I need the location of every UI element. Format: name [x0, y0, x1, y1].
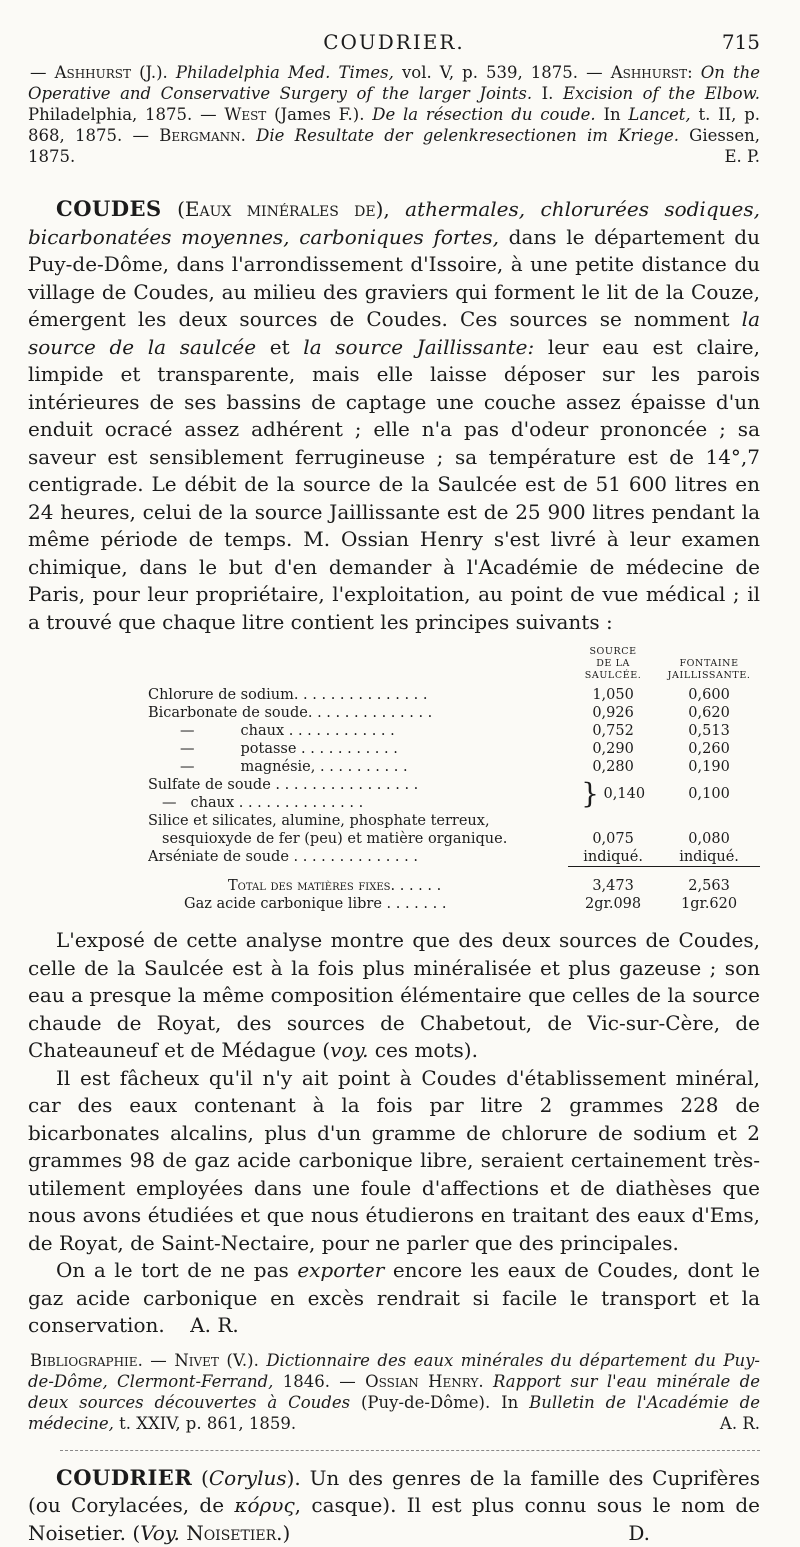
analysis-table — [148, 646, 760, 913]
table-row: Arséniate de soude . . . . . . . . . . . . . . indiqué. indiqué. — [148, 848, 760, 867]
column-header-saulcee: SOURCE DE LA SAULCÉE. — [568, 646, 658, 682]
author-name: Ossian Henry — [365, 1372, 478, 1391]
entry-coudrier — [28, 1464, 760, 1547]
table-row: Silice et silicates, alumine, phosphate terreux, — [148, 812, 760, 830]
author-name: Nivet — [174, 1351, 219, 1370]
author-name: Ashhurst — [55, 63, 131, 82]
table-row: — chaux . . . . . . . . . . . . 0,752 0,513 — [148, 722, 760, 740]
table-row: Bicarbonate de soude. . . . . . . . . . . . . . 0,926 0,620 — [148, 704, 760, 722]
author-signature: E. P. — [722, 146, 760, 167]
table-total-row: Total des matières fixes. . . . . . 3,473 2,563 — [148, 867, 760, 896]
table-header-row — [148, 646, 760, 682]
bottom-divider — [60, 1450, 760, 1451]
table-row: sesquioxyde de fer (peu) et matière organique. 0,075 0,080 — [148, 830, 760, 848]
author-name: Bergmann — [159, 126, 240, 145]
entry-paragraph: COUDES (Eaux minérales de), athermales, chlorurées sodiques, bicarbonatées moyennes, carboniques fortes, dans le département du Puy-de-Dôme, dans l'arrondissement d'Issoire, à une petite distance du village de Coudes, au milieu des graviers qui forment le lit de la Couze, émergent les deux sources de Coudes. Ces sources se nomment la source de la saulcée et la source Jaillissante: leur eau est claire, limpide et transparente, mais elle laisse déposer sur les parois intérieures de ses bassins de captage une couche assez épaisse d'un enduit ocracé assez adhérent ; elle n'a pas d'odeur prononcée ; sa saveur est sensiblement ferrugineuse ; sa température est de 14°,7 centigrade. Le débit de la source de la Saulcée est de 51 600 litres en 24 heures, celui de la source Jaillissante est de 25 900 litres pendant la même période de temps. M. Ossian Henry s'est livré à leur examen chimique, dans le but d'en demander à l'Académie de médecine de Paris, pour leur propriétaire, l'exploitation, au point de vue médical ; il a trouvé que chaque litre contient les principes suivants : — [28, 195, 760, 636]
entry-paragraph: On a le tort de ne pas exporter encore les eaux de Coudes, dont le gaz acide carbonique en excès rendrait si facile le transport et la conservation. A. R. — [28, 1257, 760, 1340]
table-row: — magnésie, . . . . . . . . . . 0,280 0,190 — [148, 758, 760, 776]
top-bibliography: — Ashhurst (J.). Philadelphia Med. Times, vol. V, p. 539, 1875. — Ashhurst: On the Operative and Conservative Surgery of the larger Joints. I. Excision of the Elbow. Philadelphia, 1875. — West (James F.). De la résection du coude. In Lancet, t. II, p. 868, 1875. — Bergmann. Die Resultate der gelenkresectionen im Kriege. Giessen, 1875. E. P. — [28, 62, 760, 167]
running-title: COUDRIER. — [28, 30, 760, 54]
table-row: Gaz acide carbonique libre . . . . . . . 2gr.098 1gr.620 — [148, 895, 760, 913]
page-number: 715 — [722, 30, 760, 54]
entry-headword: COUDES — [56, 196, 162, 221]
author-signature: A. R. — [718, 1413, 760, 1434]
author-signature: D. — [600, 1520, 650, 1547]
column-header-jaillissante: FONTAINE JAILLISSANTE. — [658, 646, 760, 682]
entry-paragraph: L'exposé de cette analyse montre que des deux sources de Coudes, celle de la Saulcée est à la fois plus minéralisée et plus gazeuse ; son eau a presque la même composition élémentaire que celles de la source chaude de Royat, des sources de Chabetout, de Vic-sur-Cère, de Chateauneuf et de Médague (voy. ces mots). — [28, 927, 760, 1065]
table-row: Chlorure de sodium. . . . . . . . . . . . . . . 1,050 0,600 — [148, 686, 760, 704]
author-signature: A. R. — [190, 1313, 239, 1337]
table-row: — potasse . . . . . . . . . . . 0,290 0,260 — [148, 740, 760, 758]
author-name: Ashhurst — [611, 63, 687, 82]
entry-bibliography: Bibliographie. — Nivet (V.). Dictionnaire des eaux minérales du département du Puy-de-Dôme, Clermont-Ferrand, 1846. — Ossian Henry. Rapport sur l'eau minérale de deux sources découvertes à Coudes (Puy-de-Dôme). In Bulletin de l'Académie de médecine, t. XXIV, p. 861, 1859. A. R. — [28, 1350, 760, 1434]
entry-paragraph: COUDRIER (Corylus). Un des genres de la famille des Cuprifères (ou Corylacées, de κόρυς, casque). Il est plus connu sous le nom de Noisetier. (Voy. Noisetier.) D. — [28, 1464, 760, 1547]
table-row: Sulfate de soude . . . . . . . . . . . . . . . . } 0,140 0,100 — [148, 776, 760, 794]
entry-paragraph: Il est fâcheux qu'il n'y ait point à Coudes d'établissement minéral, car des eaux contenant à la fois par litre 2 grammes 228 de bicarbonates alcalins, plus d'un gramme de chlorure de sodium et 2 grammes 98 de gaz acide carbonique libre, seraient certainement très-utilement employées dans une foule d'affections et de diathèses que nous avons étudiées et que nous étudierons en traitant des eaux d'Ems, de Royat, de Saint-Nectaire, pour ne parler que des principales. — [28, 1065, 760, 1258]
entry-coudes — [28, 195, 760, 1434]
running-head — [28, 26, 760, 62]
brace: } — [581, 777, 599, 810]
table-row: — chaux . . . . . . . . . . . . . . — [148, 794, 760, 812]
entry-headword: COUDRIER — [56, 1465, 192, 1490]
author-name: West — [224, 105, 266, 124]
